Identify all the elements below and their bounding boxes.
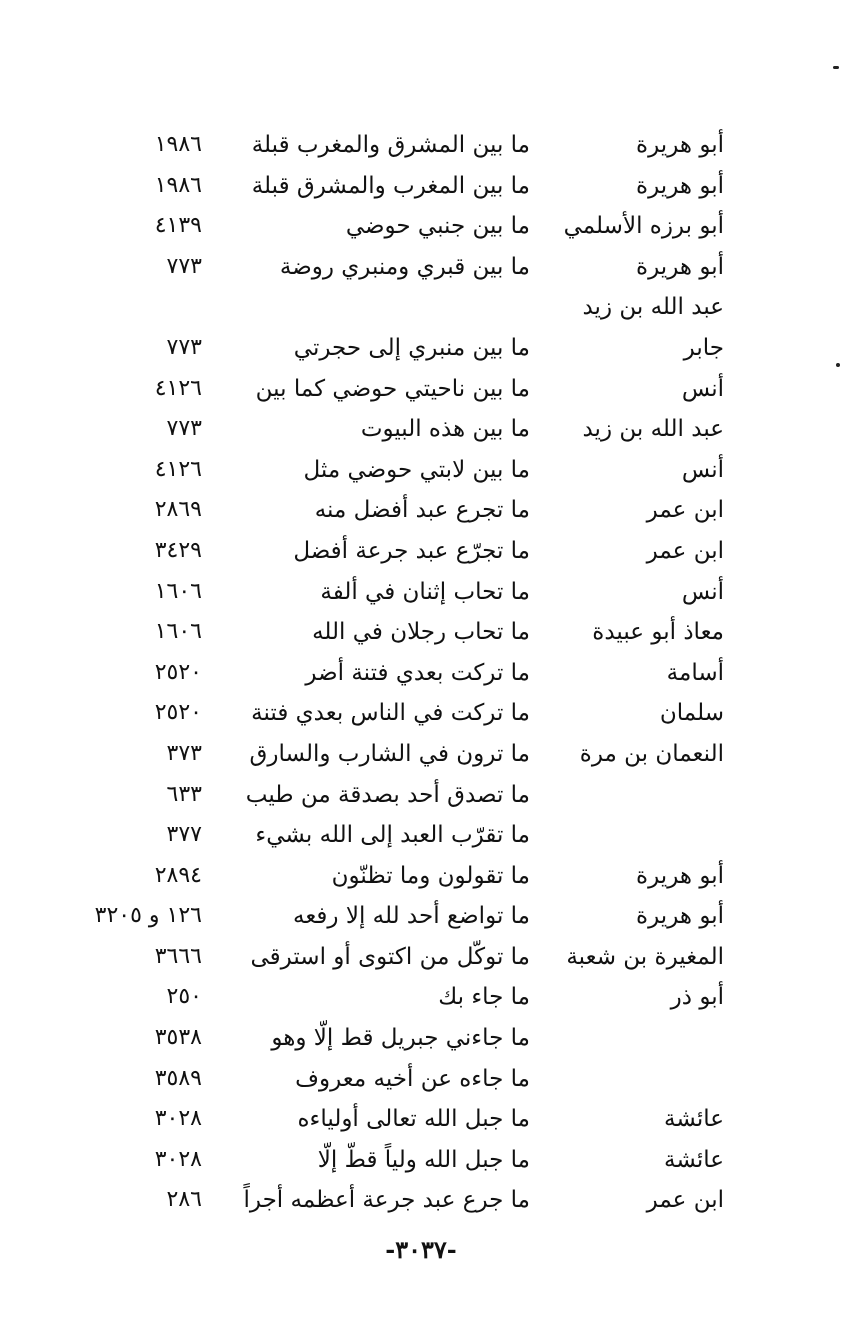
narrator-name: المغيرة بن شعبة — [566, 943, 724, 970]
hadith-opening: ما بين هذه البيوت — [360, 416, 530, 443]
reference-number — [60, 287, 202, 328]
narrator-name: ابن عمر — [646, 497, 724, 524]
index-row — [0, 815, 842, 856]
hadith-opening: ما بين قبري ومنبري روضة — [279, 253, 530, 280]
index-row — [0, 1140, 842, 1181]
index-list — [0, 125, 842, 1221]
index-row — [0, 856, 842, 897]
narrator-name — [524, 815, 724, 856]
hadith-opening: ما جرع عبد جرعة أعظمه أجراً — [243, 1187, 530, 1214]
reference-number: ٢٥٢٠ — [154, 700, 202, 726]
margin-mark-top — [833, 66, 839, 69]
narrator-name — [524, 1018, 724, 1059]
narrator-name: عائشة — [664, 1106, 724, 1133]
index-row — [0, 1099, 842, 1140]
reference-number: ٣٠٢٨ — [154, 1106, 202, 1132]
index-row — [0, 1180, 842, 1221]
hadith-opening: ما جاء بك — [438, 984, 530, 1011]
reference-number: ١٢٦ و ٣٢٠٥ — [94, 903, 202, 929]
reference-number: ٢٨٩٤ — [154, 862, 202, 888]
narrator-name — [524, 775, 724, 816]
reference-number: ٣٠٢٨ — [154, 1146, 202, 1172]
hadith-opening: ما تركت بعدي فتنة أضر — [305, 659, 530, 686]
hadith-opening: ما جبل الله ولياً قطّ إلّا — [317, 1146, 530, 1173]
narrator-name: عبد الله بن زيد — [582, 416, 724, 443]
index-row — [0, 896, 842, 937]
reference-number: ٧٧٣ — [166, 334, 202, 360]
hadith-opening: ما تركت في الناس بعدي فتنة — [251, 700, 530, 727]
index-row — [0, 937, 842, 978]
index-row — [0, 206, 842, 247]
narrator-name: أنس — [681, 375, 724, 402]
index-row — [0, 247, 842, 288]
narrator-name — [524, 1059, 724, 1100]
index-row — [0, 572, 842, 613]
hadith-opening: ما بين ناحيتي حوضي كما بين — [255, 375, 530, 402]
reference-number: ٧٧٣ — [166, 416, 202, 442]
index-row — [0, 369, 842, 410]
index-row — [0, 693, 842, 734]
reference-number: ١٩٨٦ — [154, 132, 202, 157]
index-row — [0, 409, 842, 450]
hadith-opening: ما جاءني جبريل قط إلّا وهو — [271, 1025, 530, 1052]
index-row — [0, 734, 842, 775]
narrator-name: النعمان بن مرة — [579, 740, 724, 767]
reference-number: ٣٤٢٩ — [154, 537, 202, 563]
narrator-name: أبو هريرة — [636, 253, 724, 280]
reference-number: ٤١٢٦ — [154, 456, 202, 482]
reference-number: ٣٥٨٩ — [154, 1065, 202, 1091]
narrator-name: أبو برزه الأسلمي — [563, 213, 724, 240]
page-number: -٣٠٣٧- — [385, 1235, 457, 1264]
hadith-opening: ما تجرع عبد أفضل منه — [314, 497, 530, 524]
index-row — [0, 531, 842, 572]
index-row — [0, 653, 842, 694]
narrator-name: سلمان — [659, 700, 724, 727]
hadith-opening: ما بين المشرق والمغرب قبلة — [251, 132, 530, 158]
narrator-name: ابن عمر — [646, 537, 724, 564]
hadith-opening: ما تقرّب العبد إلى الله بشيء — [255, 822, 530, 849]
index-row — [0, 612, 842, 653]
reference-number: ٤١٣٩ — [154, 213, 202, 239]
reference-number: ١٦٠٦ — [154, 578, 202, 604]
index-row — [0, 287, 842, 328]
index-row — [0, 775, 842, 816]
index-row — [0, 125, 842, 166]
hadith-opening: ما تواضع أحد لله إلا رفعه — [293, 903, 530, 930]
narrator-name: جابر — [683, 334, 724, 361]
hadith-opening: ما تحاب رجلان في الله — [312, 619, 530, 646]
hadith-opening: ما تجرّع عبد جرعة أفضل — [293, 537, 530, 564]
narrator-name: أبو هريرة — [636, 132, 724, 158]
narrator-name: أبو هريرة — [636, 862, 724, 889]
reference-number: ٣٦٦٦ — [154, 943, 202, 969]
reference-number: ١٦٠٦ — [154, 619, 202, 645]
narrator-name: معاذ أبو عبيدة — [592, 619, 724, 646]
reference-number: ٦٣٣ — [166, 781, 202, 807]
narrator-name: أنس — [681, 578, 724, 605]
narrator-name: أبو ذر — [670, 984, 724, 1011]
reference-number: ٢٥٠ — [166, 984, 202, 1010]
reference-number: ٣٧٣ — [166, 740, 202, 766]
narrator-name: أبو هريرة — [636, 903, 724, 930]
narrator-name: ابن عمر — [646, 1187, 724, 1214]
hadith-opening: ما بين المغرب والمشرق قبلة — [251, 172, 530, 199]
index-row — [0, 977, 842, 1018]
hadith-opening: ما تصدق أحد بصدقة من طيب — [245, 781, 530, 808]
hadith-opening: ما جبل الله تعالى أولياءه — [297, 1106, 530, 1133]
reference-number: ٢٨٦٩ — [154, 497, 202, 523]
reference-number: ٢٨٦ — [166, 1187, 202, 1213]
hadith-opening: ما بين منبري إلى حجرتي — [293, 334, 530, 361]
reference-number: ٧٧٣ — [166, 253, 202, 279]
hadith-opening: ما توكّل من اكتوى أو استرقى — [250, 943, 530, 970]
index-row — [0, 1059, 842, 1100]
index-row — [0, 490, 842, 531]
hadith-opening: ما تقولون وما تظنّون — [331, 862, 530, 889]
hadith-opening: ما بين لابتي حوضي مثل — [303, 456, 530, 483]
narrator-name: أسامة — [666, 659, 724, 686]
index-row — [0, 1018, 842, 1059]
hadith-opening: ما تحاب إثنان في ألفة — [320, 578, 530, 605]
index-row — [0, 450, 842, 491]
reference-number: ٢٥٢٠ — [154, 659, 202, 685]
index-row — [0, 328, 842, 369]
index-row — [0, 166, 842, 207]
reference-number: ٤١٢٦ — [154, 375, 202, 401]
hadith-opening: ما ترون في الشارب والسارق — [249, 740, 530, 767]
narrator-name: عائشة — [664, 1146, 724, 1173]
hadith-opening — [200, 287, 530, 328]
reference-number: ٣٧٧ — [166, 822, 202, 848]
reference-number: ٣٥٣٨ — [154, 1025, 202, 1051]
narrator-name: أبو هريرة — [636, 172, 724, 199]
narrator-name: عبد الله بن زيد — [582, 294, 724, 321]
hadith-opening: ما بين جنبي حوضي — [345, 213, 530, 240]
narrator-name: أنس — [681, 456, 724, 483]
hadith-opening: ما جاءه عن أخيه معروف — [295, 1065, 530, 1092]
reference-number: ١٩٨٦ — [154, 172, 202, 198]
